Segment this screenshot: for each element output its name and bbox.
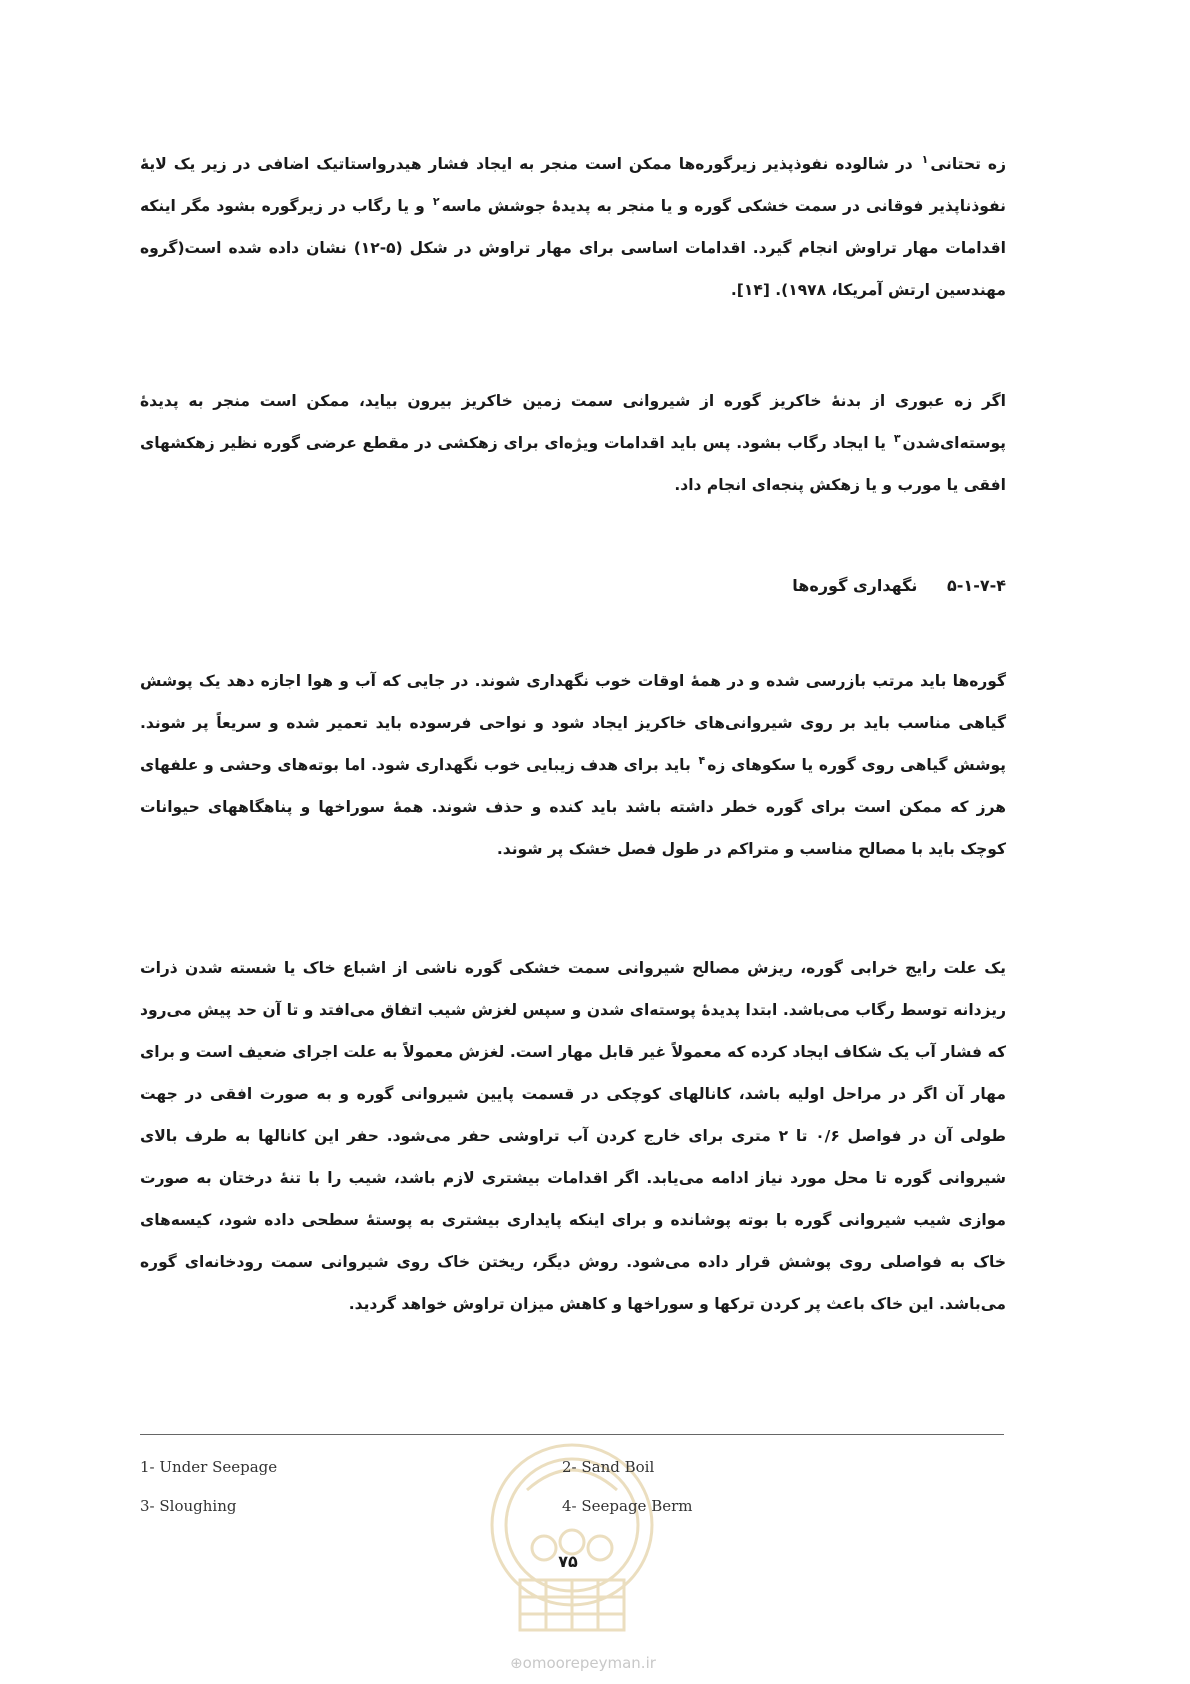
paragraph-text: اگر زه عبوری از بدنهٔ خاکریز گوره از شیروانی سمت زمین خاکریز بیرون بیاید، ممکن است منجر به پدیدهٔ پوسته‌ای‌شدن (140, 392, 1006, 452)
paragraph-text: گوره‌ها باید مرتب بازرسی شده و در همهٔ اوقات خوب نگهداری شوند. در جایی که آب و هوا اجازه دهد یک پوشش گیاهی مناسب باید بر روی شیروانی‌های خاکریز ایجاد شود و نواحی فرسوده باید تعمیر شده و سریعاً پر شوند. پوشش گیاهی روی گوره یا سکوهای زه (140, 672, 1006, 774)
footnote-marker: ۱ (921, 152, 929, 166)
watermark-url-text: omoorepeyman.ir (522, 1654, 656, 1672)
footnote-1: 1- Under Seepage (140, 1458, 278, 1476)
globe-icon: ⊕ (510, 1654, 523, 1672)
footnote-2: 2- Sand Boil (562, 1458, 655, 1476)
paragraph-text: زه تحتانی (930, 155, 1006, 173)
paragraph-failure-causes (140, 947, 1006, 1325)
footnote-3: 3- Sloughing (140, 1497, 237, 1515)
paragraph-text: در شالوده نفوذپذیر زیرگوره‌ها ممکن است منجر به ایجاد فشار هیدرواستاتیک اضافی در زیر یک لایهٔ نفوذناپذیر فوقانی در سمت خشکی گوره و یا منجر به پدیدهٔ جوشش ماسه (140, 155, 1006, 215)
paragraph-text: یک علت رایج خرابی گوره، ریزش مصالح شیروانی سمت خشکی گوره ناشی از اشباع خاک یا شسته شدن ذرات ریزدانه توسط رگاب می‌باشد. ابتدا پدیدهٔ پوسته‌ای شدن و سپس لغزش شیب اتفاق می‌افتد و تا آن حد پیش می‌رود که فشار آب یک شکاف ایجاد کرده که معمولاً غیر قابل مهار است. لغزش معمولاً به علت اجرای ضعیف است و برای مهار آن اگر در مراحل اولیه باشد، کانالهای کوچکی در قسمت پایین شیروانی گوره و به صورت افقی در جهت طولی آن در فواصل ۰/۶ تا ۲ متری برای خارج کردن آب تراوشی حفر می‌شود. حفر این کانالها به طرف بالای شیروانی گوره تا محل مورد نیاز ادامه می‌یابد. اگر اقدامات بیشتری لازم باشد، شیب را با تنهٔ درختان به صورت موازی شیب شیروانی گوره با بوته پوشانده و برای اینکه پایداری بیشتری به پوستهٔ سطحی داده شود، کیسه‌های خاک به فواصلی روی پوشش قرار داده می‌شود. روش دیگر، ریختن خاک روی شیروانی سمت رودخانه‌ای گوره می‌باشد. این خاک باعث پر کردن ترکها و سوراخها و کاهش میزان تراوش خواهد گردید. (140, 959, 1006, 1313)
section-title: نگهداری گوره‌ها (792, 576, 918, 595)
section-heading (792, 571, 1006, 601)
watermark-url (478, 1654, 688, 1672)
footnote-4: 4- Seepage Berm (562, 1497, 693, 1515)
footnote-marker: ۳ (893, 431, 901, 445)
paragraph-maintenance (140, 660, 1006, 870)
paragraph-underseepage (140, 143, 1006, 311)
section-number: ۵-۱-۷-۴ (947, 576, 1006, 595)
page-number: ۷۵ (558, 1552, 578, 1571)
footnote-marker: ۴ (698, 753, 706, 767)
paragraph-text: و یا رگاب در زیرگوره بشود مگر اینکه اقدامات مهار تراوش انجام گیرد. اقدامات اساسی برای مهار تراوش در شکل (۵-۱۲) نشان داده شده است(گروه مهندسین ارتش آمریکا، ۱۹۷۸). [۱۴]. (140, 197, 1006, 299)
paragraph-sloughing (140, 380, 1006, 506)
paragraph-text: باید برای هدف زیبایی خوب نگهداری شود. اما بوته‌های وحشی و علفهای هرز که ممکن است برای گوره خطر داشته باشد باید کنده و حذف شوند. همهٔ سوراخها و پناهگاههای حیوانات کوچک باید با مصالح مناسب و متراکم در طول فصل خشک پر شوند. (140, 756, 1006, 858)
paragraph-text: یا ایجاد رگاب بشود. پس باید اقدامات ویژه‌ای برای زهکشی در مقطع عرضی گوره نظیر زهکشهای افقی یا مورب و یا زهکش پنجه‌ای انجام داد. (140, 434, 1006, 494)
footnote-marker: ۲ (432, 194, 440, 208)
